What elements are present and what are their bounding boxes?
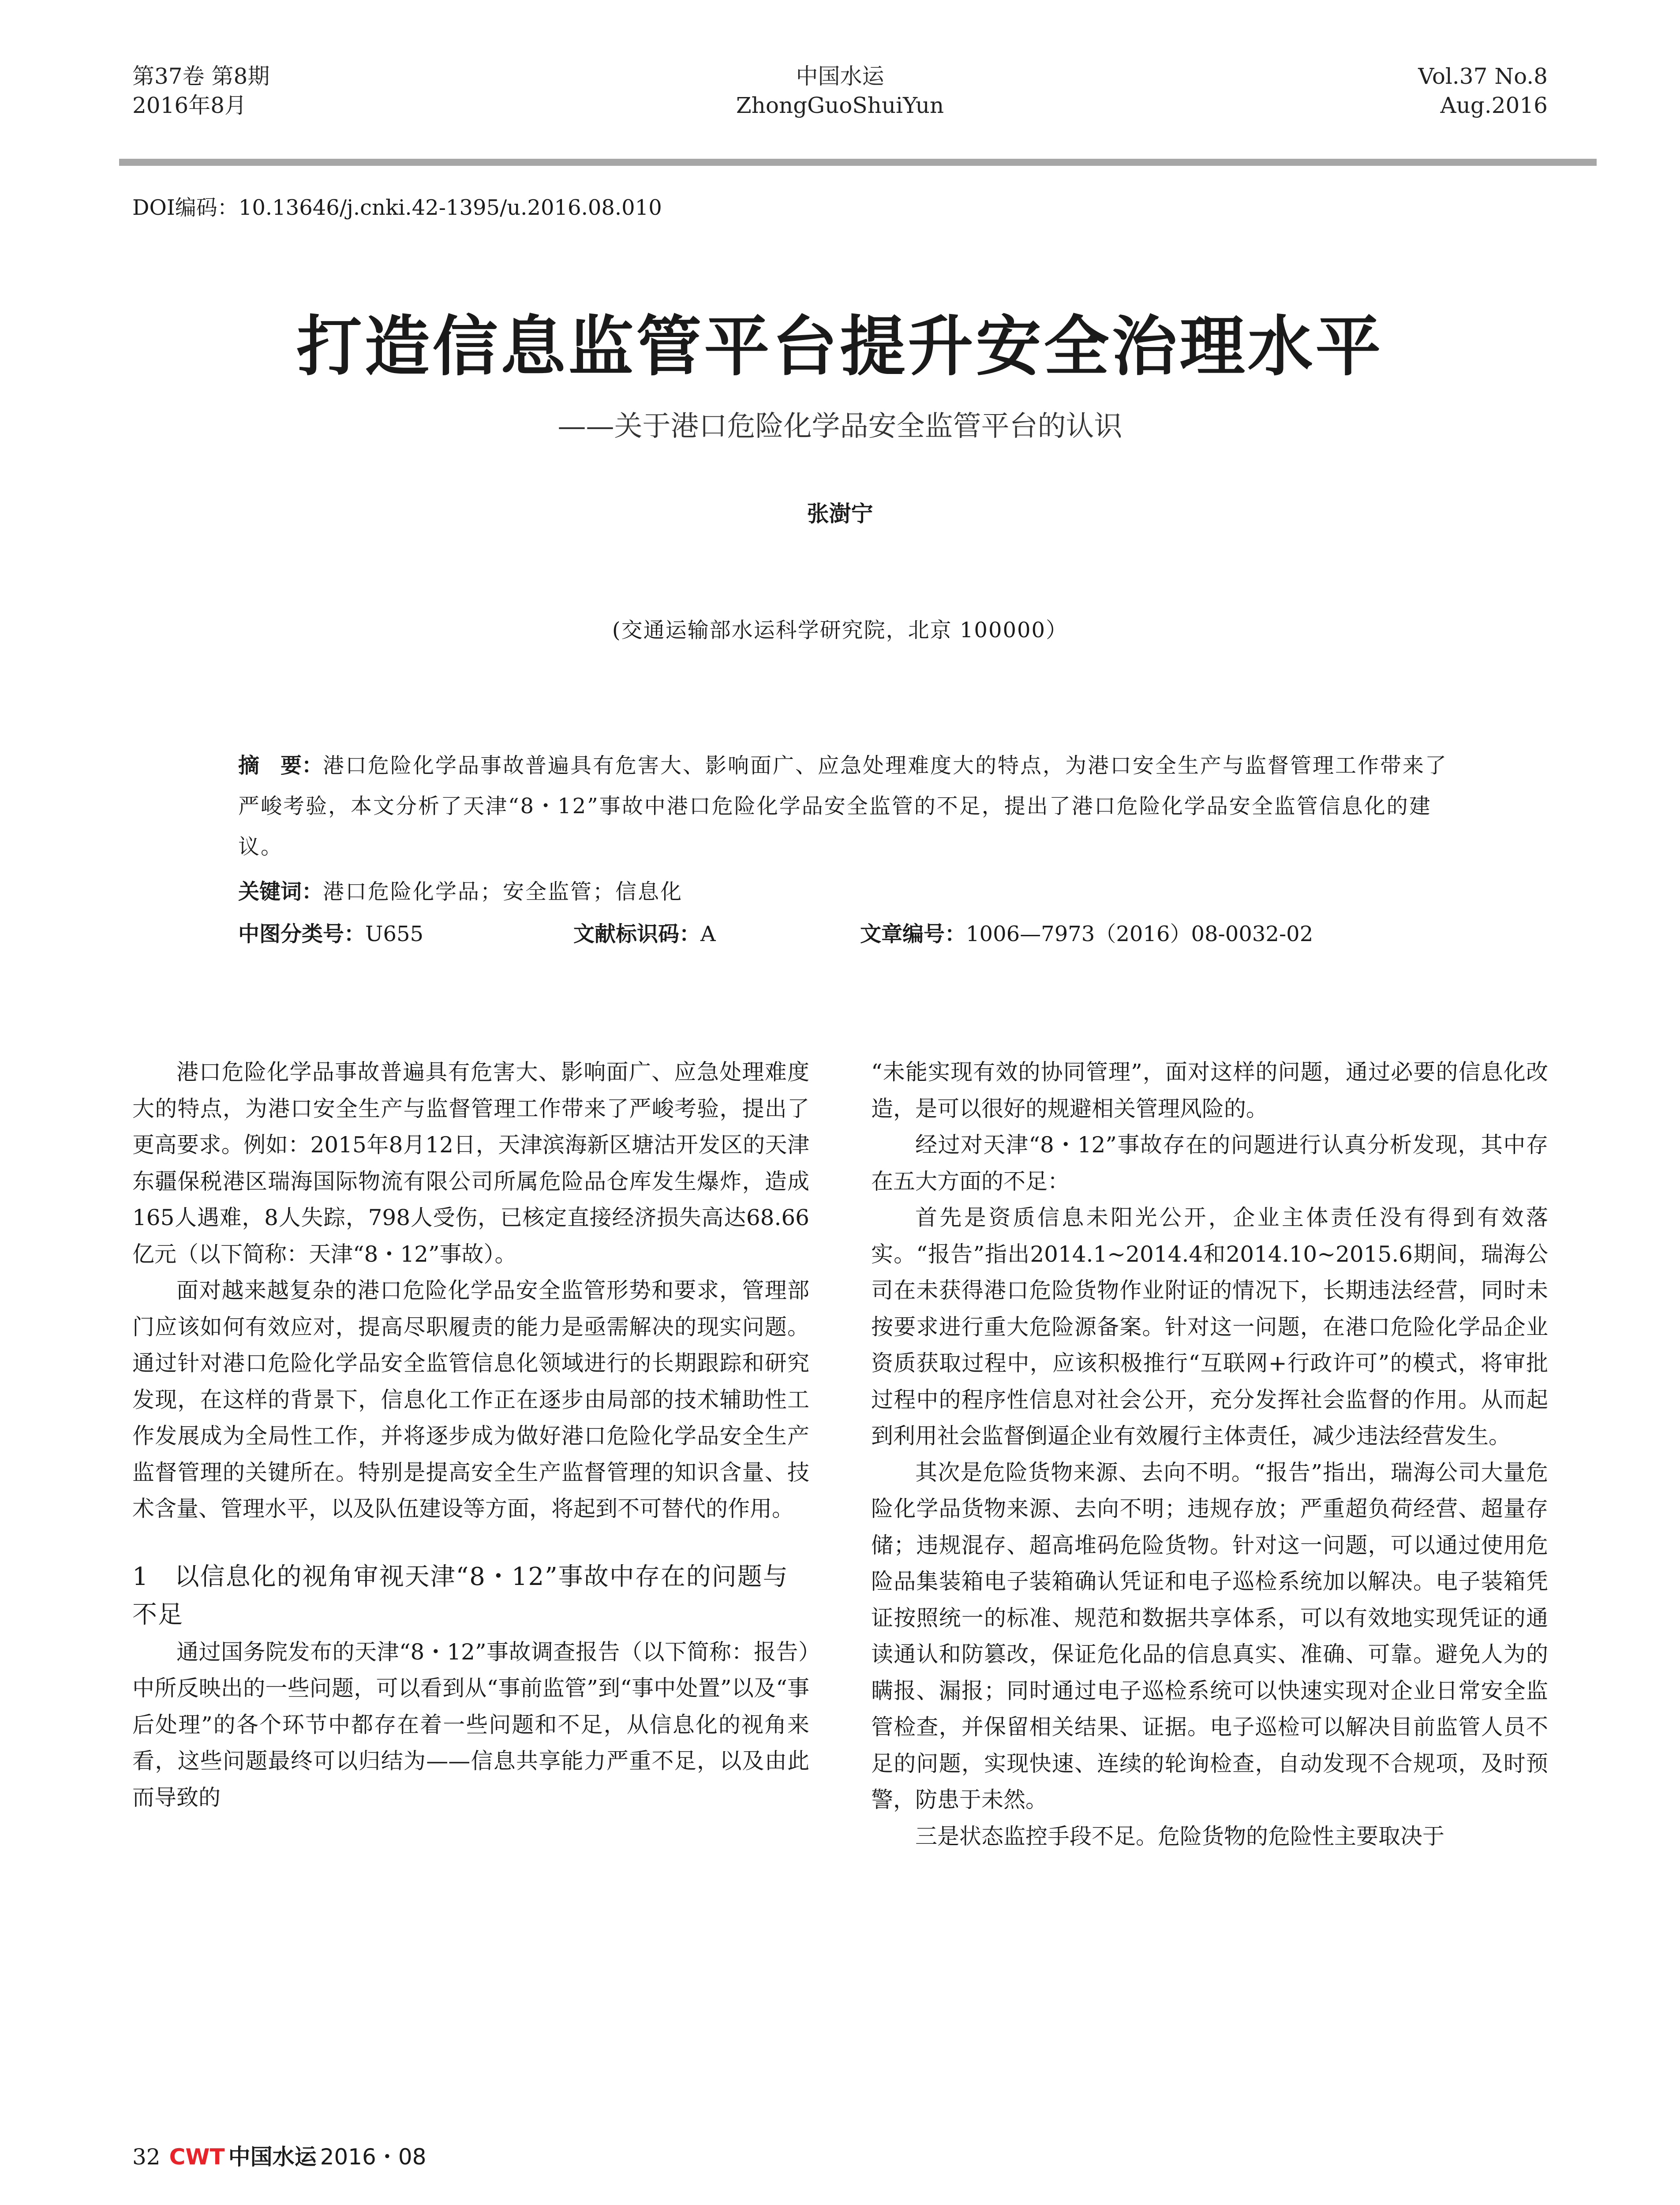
page-footer: [132, 2142, 426, 2171]
article-number: [860, 914, 1313, 954]
author-name: 张澍宁: [807, 501, 873, 527]
footer-journal-name: 中国水运: [228, 2144, 317, 2170]
doc-code-value: A: [700, 922, 716, 946]
author-affiliation: (交通运输部水运科学研究院，北京 100000）: [612, 618, 1068, 643]
volume-issue-en: Vol.37 No.8: [1418, 64, 1548, 89]
paragraph: “未能实现有效的协同管理”，面对这样的问题，通过必要的信息化改造，是可以很好的规避相关管理风险的。: [871, 1059, 1548, 1121]
article-no-value: 1006—7973（2016）08-0032-02: [966, 922, 1313, 946]
document-code: [573, 914, 716, 954]
doi-line: DOI编码：10.13646/j.cnki.42-1395/u.2016.08.010: [132, 195, 662, 220]
keywords-label: 关键词：: [238, 879, 323, 904]
paragraph: 通过国务院发布的天津“8・12”事故调查报告（以下简称：报告）中所反映出的一些问题，可以看到从“事前监管”到“事中处置”以及“事后处理”的各个环节中都存在着一些问题和不足，从信息化的视角来看，这些问题最终可以归结为——信息共享能力严重不足，以及由此而导致的: [132, 1639, 809, 1810]
clc-value: U655: [365, 922, 424, 946]
clc-number: [238, 914, 423, 954]
paragraph: 首先是资质信息未阳光公开，企业主体责任没有得到有效落实。“报告”指出2014.1~2014.4和2014.10~2015.6期间，瑞海公司在未获得港口危险货物作业附证的情况下，长期违法经营，同时未按要求进行重大危险源备案。针对这一问题，在港口危险化学品企业资质获取过程中，应该积极推行“互联网+行政许可”的模式，将审批过程中的程序性信息对社会公开，充分发挥社会监督的作用。从而起到利用社会监督倒逼企业有效履行主体责任，减少违法经营发生。: [871, 1205, 1548, 1449]
journal-name-pinyin: ZhongGuoShuiYun: [736, 93, 944, 118]
paragraph: 三是状态监控手段不足。危险货物的危险性主要取决于: [915, 1823, 1444, 1849]
cwt-logo: CWT: [169, 2144, 225, 2170]
running-header-right: [1418, 62, 1548, 120]
article-title: 打造信息监管平台提升安全治理水平: [296, 308, 1384, 385]
footer-date: 2016・08: [320, 2144, 427, 2170]
paragraph: 港口危险化学品事故普遍具有危害大、影响面广、应急处理难度大的特点，为港口安全生产与监督管理工作带来了严峻考验，提出了更高要求。例如：2015年8月12日，天津滨海新区塘沽开发区的天津东疆保税港区瑞海国际物流有限公司所属危险品仓库发生爆炸，造成165人遇难，8人失踪，798人受伤，已核定直接经济损失高达68.66亿元（以下简称：天津“8・12”事故）。: [132, 1059, 809, 1267]
article-subtitle: ——关于港口危险化学品安全监管平台的认识: [558, 410, 1122, 443]
journal-name-cn: 中国水运: [796, 64, 884, 89]
issue-date-cn: 2016年8月: [132, 93, 247, 118]
body-column-right: [871, 1054, 1548, 1854]
paragraph: 其次是危险货物来源、去向不明。“报告”指出，瑞海公司大量危险化学品货物来源、去向不明；违规存放；严重超负荷经营、超量存储；违规混存、超高堆码危险货物。针对这一问题，可以通过使用危险品集装箱电子装箱确认凭证和电子巡检系统加以解决。电子装箱凭证按照统一的标准、规范和数据共享体系，可以有效地实现凭证的通读通认和防篡改，保证危化品的信息真实、准确、可靠。避免人为的瞒报、漏报；同时通过电子巡检系统可以快速实现对企业日常安全监管检查，并保留相关结果、证据。电子巡检可以解决目前监管人员不足的问题，实现快速、连续的轮询检查，自动发现不合规项，及时预警，防患于未然。: [871, 1459, 1548, 1813]
keywords-text: 港口危险化学品；安全监管；信息化: [323, 879, 683, 904]
keywords: [238, 871, 683, 912]
doc-code-label: 文献标识码：: [573, 922, 701, 946]
article-no-label: 文章编号：: [860, 922, 966, 946]
page-number: 32: [132, 2144, 161, 2170]
issue-date-en: Aug.2016: [1440, 93, 1548, 118]
body-column-left: [132, 1054, 809, 1816]
paragraph: 经过对天津“8・12”事故存在的问题进行认真分析发现，其中存在五大方面的不足：: [871, 1132, 1548, 1194]
abstract-label: 摘 要：: [238, 753, 323, 778]
header-rule: [119, 159, 1597, 166]
clc-label: 中图分类号：: [238, 922, 366, 946]
paragraph: 面对越来越复杂的港口危险化学品安全监管形势和要求，管理部门应该如何有效应对，提高尽职履责的能力是亟需解决的现实问题。通过针对港口危险化学品安全监管信息化领域进行的长期跟踪和研究发现，在这样的背景下，信息化工作正在逐步由局部的技术辅助性工作发展成为全局性工作，并将逐步成为做好港口危险化学品安全生产监督管理的关键所在。特别是提高安全生产监督管理的知识含量、技术含量、管理水平，以及队伍建设等方面，将起到不可替代的作用。: [132, 1278, 809, 1521]
section-heading: 1 以信息化的视角审视天津“8・12”事故中存在的问题与不足: [132, 1562, 789, 1629]
abstract-text: 港口危险化学品事故普遍具有危害大、影响面广、应急处理难度大的特点，为港口安全生产与监督管理工作带来了严峻考验，本文分析了天津“8・12”事故中港口危险化学品安全监管的不足，提出了港口危险化学品安全监管信息化的建议。: [238, 753, 1448, 859]
volume-issue: 第37卷 第8期: [132, 64, 270, 89]
abstract: [238, 745, 1460, 867]
